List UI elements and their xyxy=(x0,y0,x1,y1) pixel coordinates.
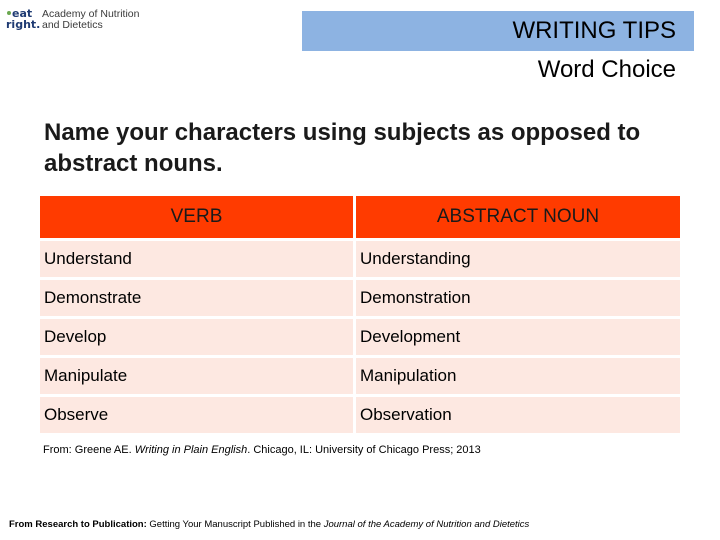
logo-text-line1: Academy of Nutrition xyxy=(42,8,140,20)
citation-prefix: From: Greene AE. xyxy=(43,444,132,456)
verb-cell: Observe xyxy=(40,397,353,433)
footer-text: Getting Your Manuscript Published in the xyxy=(146,519,324,530)
noun-cell: Observation xyxy=(356,397,680,433)
logo xyxy=(6,6,156,36)
logo-text xyxy=(42,9,139,31)
citation xyxy=(43,444,481,456)
noun-cell: Demonstration xyxy=(356,280,680,316)
logo-dot-icon xyxy=(7,11,11,15)
table-header-row xyxy=(40,196,680,238)
verb-cell: Demonstrate xyxy=(40,280,353,316)
logo-text-line2: and Dietetics xyxy=(42,19,103,31)
page-title: WRITING TIPS xyxy=(512,17,676,44)
citation-title: Writing in Plain English xyxy=(134,444,248,456)
noun-cell: Development xyxy=(356,319,680,355)
verb-cell: Develop xyxy=(40,319,353,355)
header-verb: VERB xyxy=(40,196,353,238)
footer-bold: From Research to Publication: xyxy=(9,519,147,530)
verb-cell: Manipulate xyxy=(40,358,353,394)
logo-mark-line1: eat xyxy=(12,7,33,20)
lead-text: Name your characters using subjects as opposed to abstract nouns. xyxy=(44,119,641,177)
footer xyxy=(9,519,529,530)
header-abstract-noun: ABSTRACT NOUN xyxy=(356,196,680,238)
table-row xyxy=(40,241,680,277)
word-choice-table xyxy=(37,193,683,436)
noun-cell: Understanding xyxy=(356,241,680,277)
table-row xyxy=(40,319,680,355)
table-row xyxy=(40,280,680,316)
footer-journal: Journal of the Academy of Nutrition and Dietetics xyxy=(323,519,530,530)
noun-cell: Manipulation xyxy=(356,358,680,394)
table-row xyxy=(40,397,680,433)
citation-suffix: . Chicago, IL: University of Chicago Press; 2013 xyxy=(247,444,481,456)
logo-mark-line2: right. xyxy=(6,18,41,31)
table-row xyxy=(40,358,680,394)
verb-cell: Understand xyxy=(40,241,353,277)
page-subtitle: Word Choice xyxy=(537,56,676,83)
eatright-logo-mark xyxy=(6,8,40,34)
